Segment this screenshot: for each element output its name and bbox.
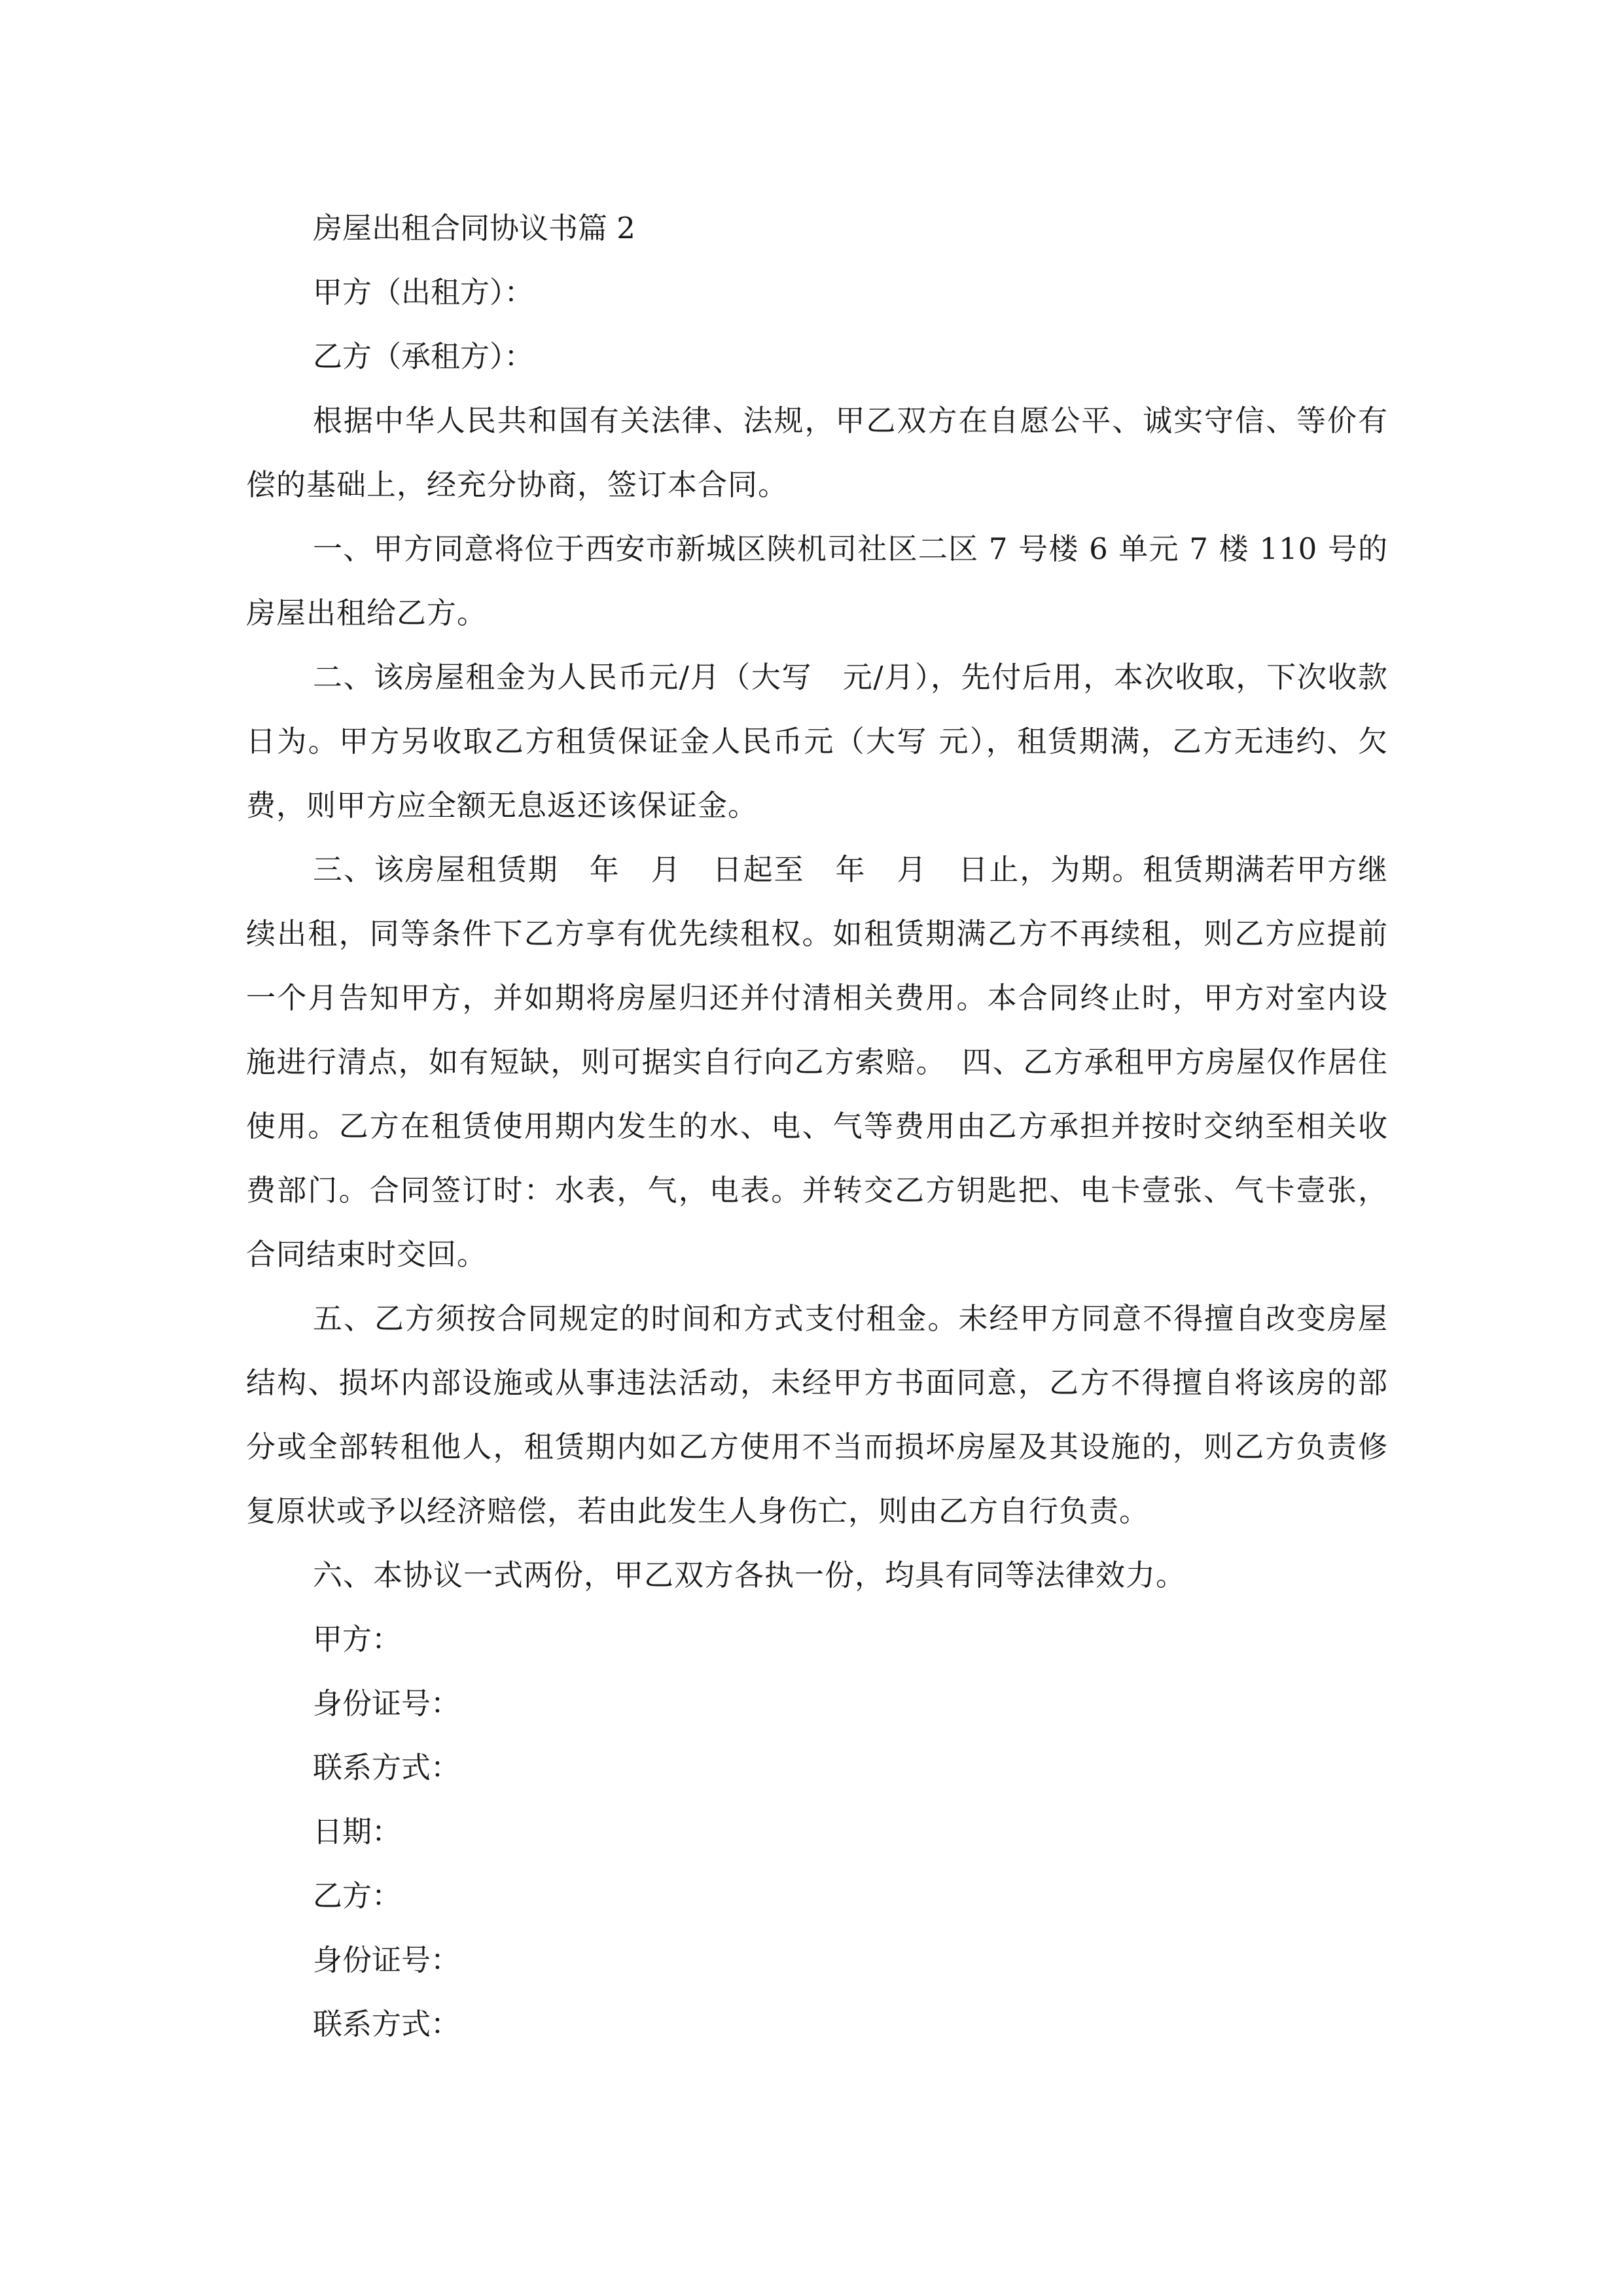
signature-field-party-b-id: 身份证号： <box>313 1943 461 1977</box>
party-b-heading: 乙方（承租方）： <box>313 339 534 374</box>
paragraph-clause-2: 二、该房屋租金为人民币元/月（大写 元/月），先付后用，本次收取，下次收款日为。甲方另收取乙方租赁保证金人民币元（大写 元），租赁期满，乙方无违约、欠费，则甲方应全额无息返还该保证金。 <box>246 660 1388 823</box>
signature-field-party-b-contact: 联系方式： <box>313 2007 461 2041</box>
party-a-heading: 甲方（出租方）： <box>313 275 534 310</box>
signature-field-party-a-contact: 联系方式： <box>313 1750 461 1785</box>
document-title: 房屋出租合同协议书篇 2 <box>313 211 635 245</box>
document-body <box>246 196 1388 2056</box>
signature-field-date: 日期： <box>313 1814 402 1849</box>
paragraph-preamble: 根据中华人民共和国有关法律、法规，甲乙双方在自愿公平、诚实守信、等价有偿的基础上，经充分协商，签订本合同。 <box>246 403 1388 502</box>
signature-field-party-b: 乙方： <box>313 1878 402 1913</box>
paragraph-clause-5: 五、乙方须按合同规定的时间和方式支付租金。未经甲方同意不得擅自改变房屋结构、损坏内部设施或从事违法活动，未经甲方书面同意，乙方不得擅自将该房的部分或全部转租他人，租赁期内如乙方使用不当而损坏房屋及其设施的，则乙方负责修复原状或予以经济赔偿，若由此发生人身伤亡，则由乙方自行负责。 <box>246 1301 1388 1528</box>
paragraph-clause-3-4: 三、该房屋租赁期 年 月 日起至 年 月 日止，为期。租赁期满若甲方继续出租，同等条件下乙方享有优先续租权。如租赁期满乙方不再续租，则乙方应提前一个月告知甲方，并如期将房屋归还并付清相关费用。本合同终止时，甲方对室内设施进行清点，如有短缺，则可据实自行向乙方索赔。 四、乙方承租甲方房屋仅作居住使用。乙方在租赁使用期内发生的水、电、气等费用由乙方承担并按时交纳至相关收费部门。合同签订时：水表，气，电表。并转交乙方钥匙把、电卡壹张、气卡壹张，合同结束时交回。 <box>246 852 1388 1272</box>
signature-field-party-a: 甲方： <box>313 1622 402 1657</box>
paragraph-clause-6: 六、本协议一式两份，甲乙双方各执一份，均具有同等法律效力。 <box>313 1558 1186 1592</box>
paragraph-clause-1: 一、甲方同意将位于西安市新城区陕机司社区二区 7 号楼 6 单元 7 楼 110 号的房屋出租给乙方。 <box>246 531 1388 630</box>
signature-field-party-a-id: 身份证号： <box>313 1686 461 1721</box>
